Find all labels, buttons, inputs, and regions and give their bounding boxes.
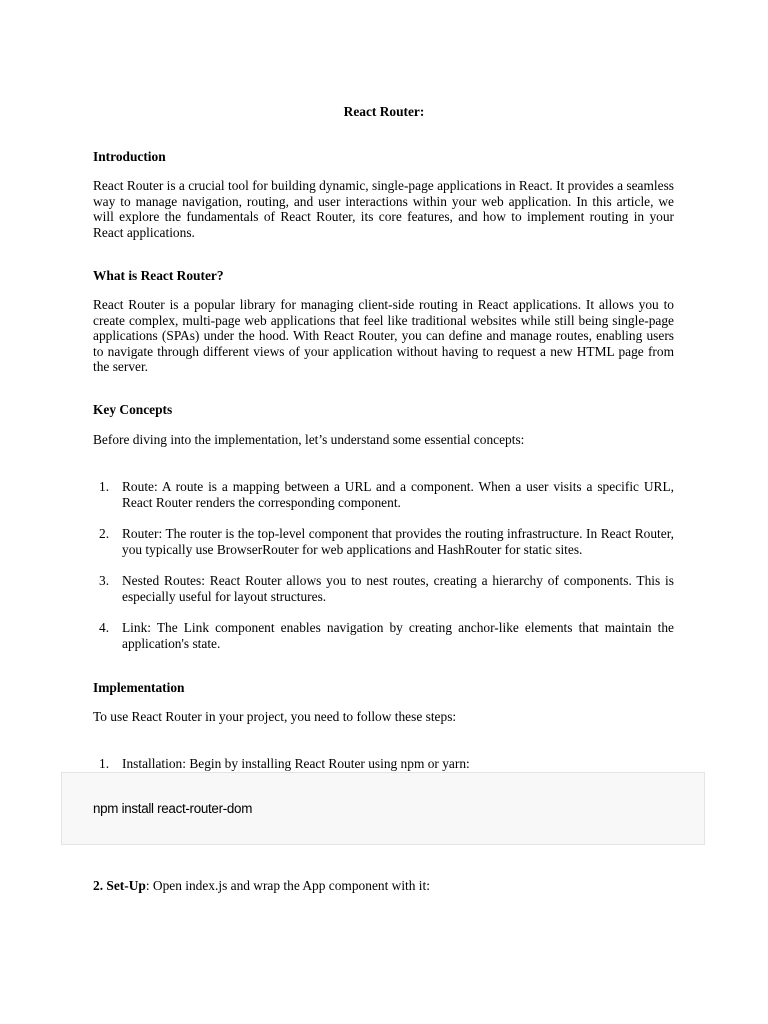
setup-step-text: : Open index.js and wrap the App component with it: [145, 878, 430, 893]
document-title: React Router: [343, 104, 425, 119]
implementation-intro: To use React Router in your project, you need to follow these steps: [93, 709, 457, 724]
list-item [93, 526, 674, 557]
list-item-number: 1. [99, 756, 110, 771]
list-item-number: 3. [99, 573, 110, 588]
list-item [93, 620, 674, 651]
list-item-number: 4. [99, 620, 110, 635]
what-is-paragraph: React Router is a popular library for managing client-side routing in React applications. It allows you to create complex, multi-page web applications that feel like traditional websites while still being single-page applications (SPAs) under the hood. With React Router, you can define and manage routes, enabling users to navigate through different views of your application without having to request a new HTML page from the server. [93, 297, 674, 374]
list-item-text: Nested Routes: React Router allows you to nest routes, creating a hierarchy of components. This is especially useful for layout structures. [122, 573, 674, 604]
introduction-heading: Introduction [93, 149, 166, 164]
list-item-number: 2. [99, 526, 110, 541]
code-text: npm install react-router-dom [93, 801, 253, 816]
list-item-number: 1. [99, 479, 110, 494]
setup-step-label: 2. Set-Up [93, 878, 146, 893]
list-item [93, 573, 674, 604]
code-block [61, 772, 705, 845]
list-item-text: Installation: Begin by installing React Router using npm or yarn: [122, 756, 470, 771]
key-concepts-intro: Before diving into the implementation, let’s understand some essential concepts: [93, 432, 525, 447]
list-item-text: Router: The router is the top-level component that provides the routing infrastructure. In React Router, you typically use BrowserRouter for web applications and HashRouter for static sites. [122, 526, 674, 557]
list-item [93, 756, 674, 772]
setup-step [93, 878, 430, 894]
key-concepts-heading: Key Concepts [93, 402, 173, 417]
key-concepts-list [93, 479, 674, 667]
what-is-heading: What is React Router? [93, 268, 224, 283]
list-item [93, 479, 674, 510]
introduction-paragraph: React Router is a crucial tool for building dynamic, single-page applications in React. It provides a seamless way to manage navigation, routing, and user interactions within your web application. In this article, we will explore the fundamentals of React Router, its core features, and how to implement routing in your React applications. [93, 178, 674, 240]
list-item-text: Route: A route is a mapping between a URL and a component. When a user visits a specific URL, React Router renders the corresponding component. [122, 479, 674, 510]
list-item-text: Link: The Link component enables navigation by creating anchor-like elements that maintain the application's state. [122, 620, 674, 651]
implementation-heading: Implementation [93, 680, 185, 695]
